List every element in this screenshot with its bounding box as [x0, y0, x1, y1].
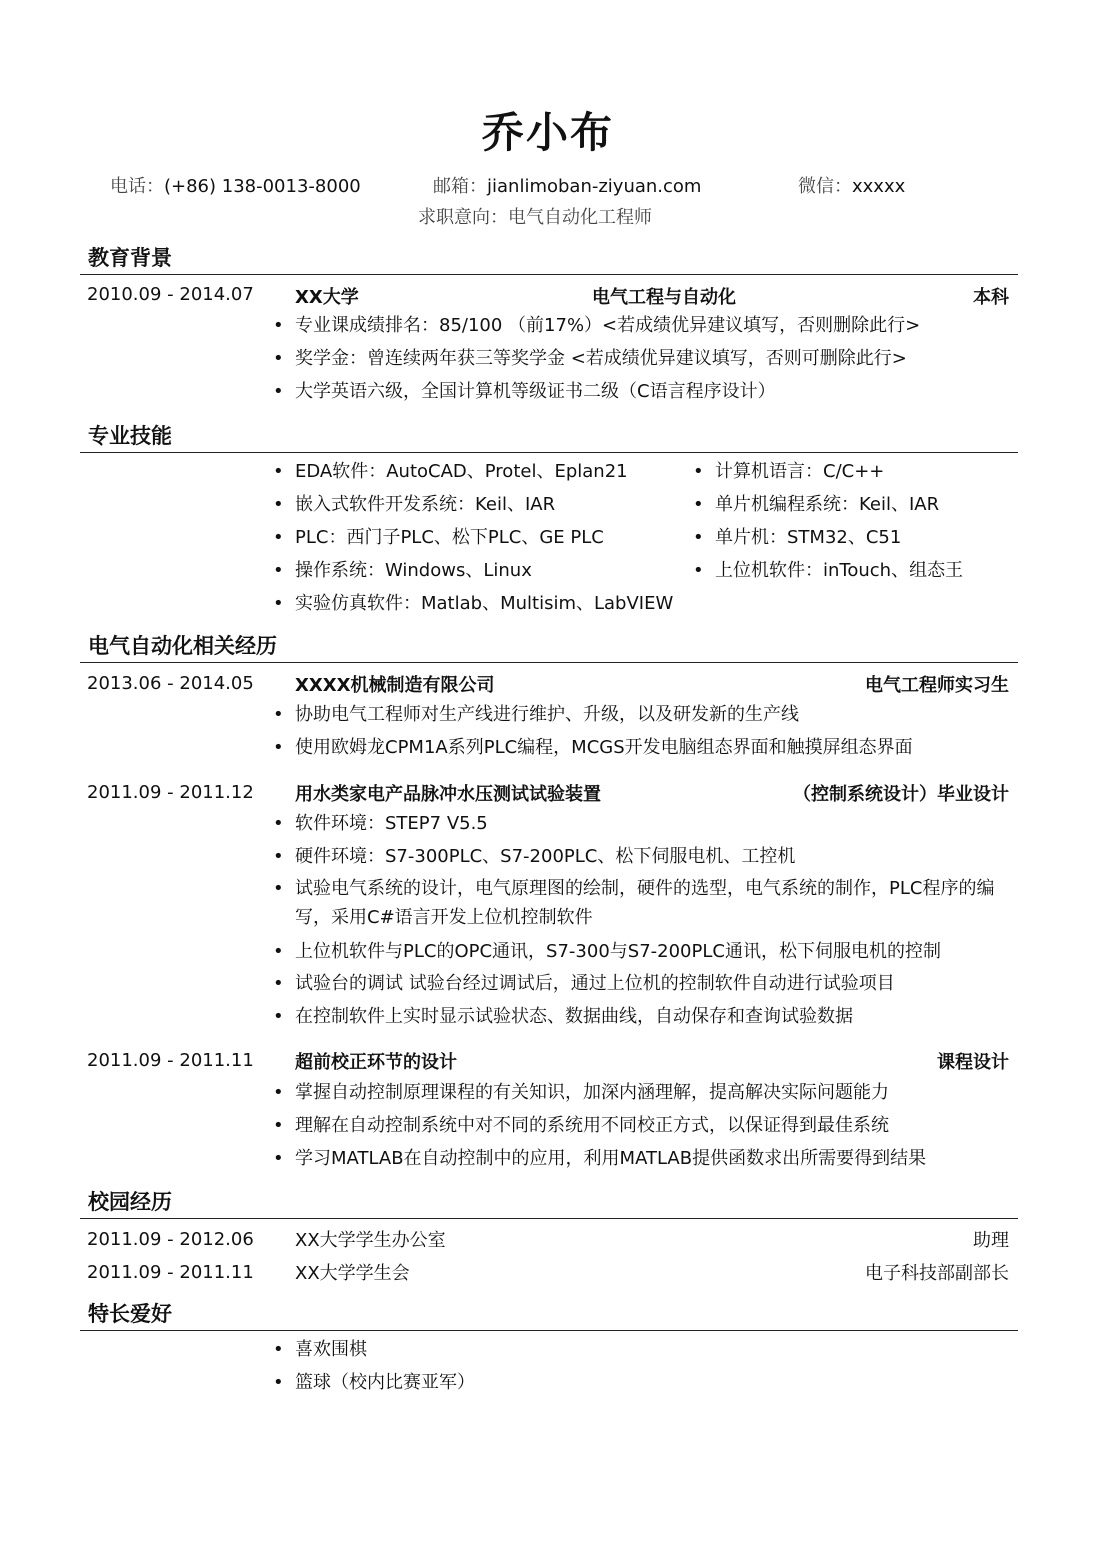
resume-name: 乔小布 — [481, 108, 614, 157]
list-item: • 实验仿真软件：Matlab、Multisim、LabVIEW — [295, 589, 673, 618]
section-title-hobbies: 特长爱好 — [88, 1301, 172, 1326]
section-divider — [80, 662, 1018, 663]
section-divider — [80, 452, 1018, 453]
job-intent-line — [418, 203, 652, 229]
section-divider — [80, 1218, 1018, 1219]
list-item: • 计算机语言：C/C++ — [715, 457, 884, 486]
section-title-campus: 校园经历 — [88, 1189, 172, 1214]
list-item: • 上位机软件与PLC的OPC通讯，S7-300与S7-200PLC通讯，松下伺服电机的控制 — [295, 937, 941, 966]
list-item: • 专业课成绩排名：85/100 （前17%）<若成绩优异建议填写，否则删除此行> — [295, 311, 920, 340]
job-intent-value: 电气自动化工程师 — [508, 207, 652, 228]
experience-name: 用水类家电产品脉冲水压测试试验装置 — [295, 784, 601, 805]
phone-line — [110, 172, 361, 198]
education-date: 2010.09 - 2014.07 — [87, 284, 254, 305]
wechat-label: 微信： — [798, 176, 852, 197]
education-school: XX大学 — [295, 287, 359, 308]
campus-org: XX大学学生会 — [295, 1263, 410, 1284]
email-value: jianlimoban-ziyuan.com — [487, 176, 702, 197]
list-item: • 学习MATLAB在自动控制中的应用，利用MATLAB提供函数求出所需要得到结果 — [295, 1144, 926, 1173]
list-item: • 掌握自动控制原理课程的有关知识，加深内涵理解，提高解决实际问题能力 — [295, 1078, 889, 1107]
list-item: • EDA软件：AutoCAD、Protel、Eplan21 — [295, 457, 628, 486]
list-item: • 理解在自动控制系统中对不同的系统用不同校正方式，以保证得到最佳系统 — [295, 1111, 889, 1140]
experience-date: 2011.09 - 2011.12 — [87, 782, 254, 803]
email-line — [433, 172, 701, 198]
list-item: • 喜欢围棋 — [295, 1335, 367, 1364]
section-title-skills: 专业技能 — [88, 423, 172, 448]
list-item: • 使用欧姆龙CPM1A系列PLC编程，MCGS开发电脑组态界面和触摸屏组态界面 — [295, 733, 913, 762]
email-label: 邮箱： — [433, 176, 487, 197]
wechat-value: xxxxx — [852, 176, 906, 197]
experience-role: 课程设计 — [937, 1052, 1009, 1073]
experience-role: 电气工程师实习生 — [865, 675, 1009, 696]
section-title-experience: 电气自动化相关经历 — [88, 633, 277, 658]
experience-date: 2013.06 - 2014.05 — [87, 673, 254, 694]
campus-role: 电子科技部副部长 — [865, 1263, 1009, 1284]
section-divider — [80, 274, 1018, 275]
list-item: • 上位机软件：inTouch、组态王 — [715, 556, 963, 585]
experience-role: （控制系统设计）毕业设计 — [793, 784, 1009, 805]
list-item: • 操作系统：Windows、Linux — [295, 556, 532, 585]
list-item: • 软件环境：STEP7 V5.5 — [295, 809, 488, 838]
education-degree: 本科 — [973, 287, 1009, 308]
campus-date: 2011.09 - 2011.11 — [87, 1262, 254, 1283]
campus-role: 助理 — [973, 1230, 1009, 1251]
list-item: • 在控制软件上实时显示试验状态、数据曲线，自动保存和查询试验数据 — [295, 1002, 853, 1031]
section-title-education: 教育背景 — [88, 245, 172, 270]
list-item: • 单片机编程系统：Keil、IAR — [715, 490, 939, 519]
list-item: • 硬件环境：S7-300PLC、S7-200PLC、松下伺服电机、工控机 — [295, 842, 795, 871]
campus-org: XX大学学生办公室 — [295, 1230, 446, 1251]
experience-name: XXXX机械制造有限公司 — [295, 675, 495, 696]
phone-label: 电话： — [110, 176, 164, 197]
list-item: • 嵌入式软件开发系统：Keil、IAR — [295, 490, 555, 519]
list-item: • 试验台的调试 试验台经过调试后，通过上位机的控制软件自动进行试验项目 — [295, 969, 895, 998]
list-item: • PLC：西门子PLC、松下PLC、GE PLC — [295, 523, 604, 552]
list-item: • 奖学金：曾连续两年获三等奖学金 <若成绩优异建议填写，否则可删除此行> — [295, 344, 907, 373]
wechat-line — [798, 172, 905, 198]
education-major: 电气工程与自动化 — [592, 287, 736, 308]
list-item: • 协助电气工程师对生产线进行维护、升级，以及研发新的生产线 — [295, 700, 799, 729]
experience-date: 2011.09 - 2011.11 — [87, 1050, 254, 1071]
experience-name: 超前校正环节的设计 — [295, 1052, 457, 1073]
job-intent-label: 求职意向： — [418, 207, 508, 228]
list-item: • 篮球（校内比赛亚军） — [295, 1368, 475, 1397]
section-divider — [80, 1330, 1018, 1331]
list-item: • 大学英语六级，全国计算机等级证书二级（C语言程序设计） — [295, 377, 776, 406]
campus-date: 2011.09 - 2012.06 — [87, 1229, 254, 1250]
list-item: • 试验电气系统的设计，电气原理图的绘制，硬件的选型，电气系统的制作，PLC程序的编写，采用C#语言开发上位机控制软件 — [295, 874, 1010, 932]
list-item: • 单片机：STM32、C51 — [715, 523, 901, 552]
phone-value: (+86) 138-0013-8000 — [164, 176, 361, 197]
